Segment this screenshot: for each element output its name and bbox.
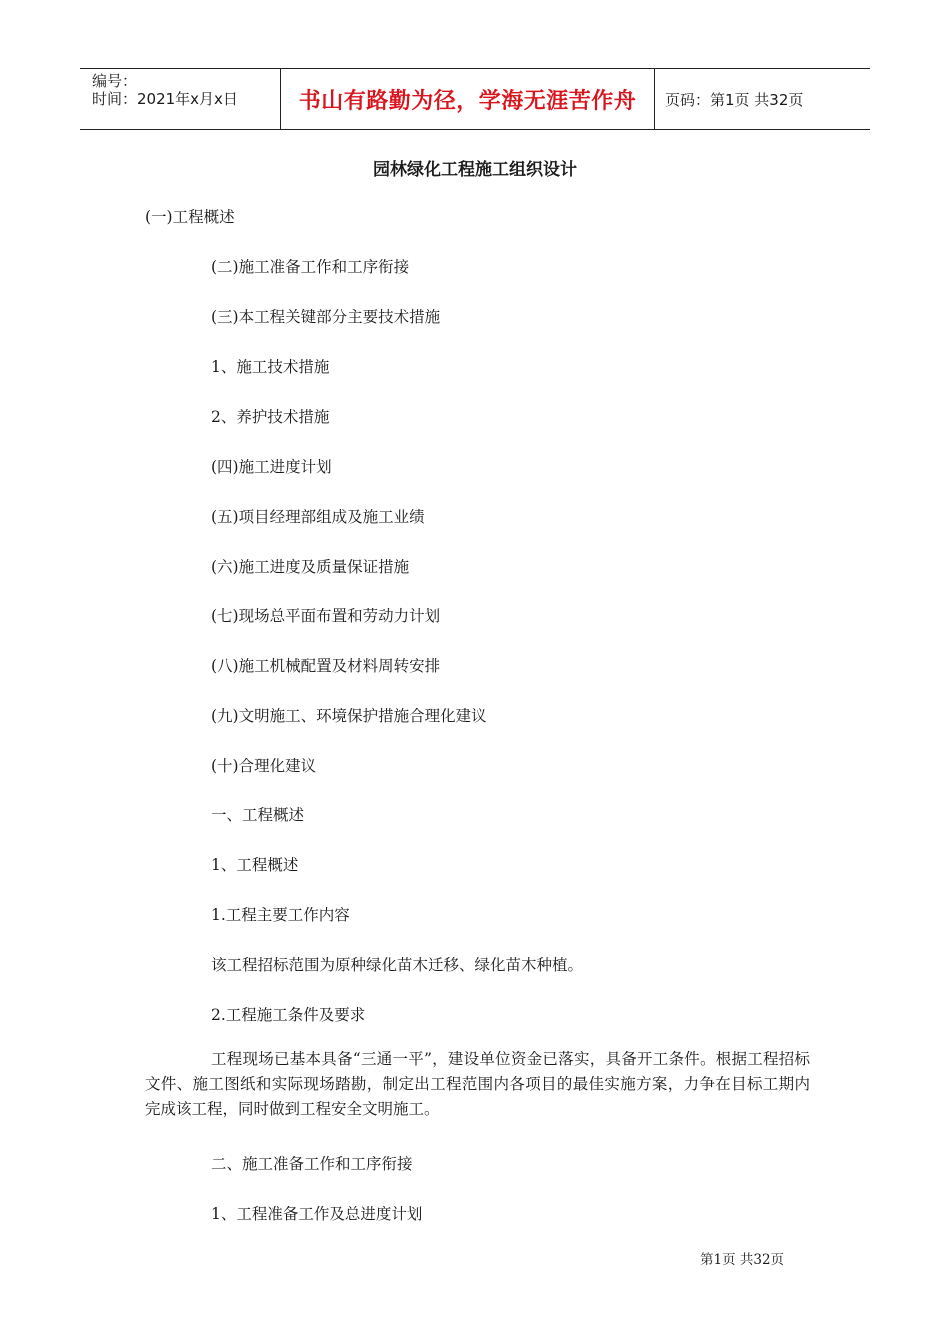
toc-line: (八)施工机械配置及材料周转安排 xyxy=(211,657,441,675)
body-paragraph: 工程现场已基本具备“三通一平”，建设单位资金已落实，具备开工条件。根据工程招标文件、施工图纸和实际现场踏勘，制定出工程范围内各项目的最佳实施方案，力争在目标工期内完成该工程，同时做到工程安全文明施工。 xyxy=(145,1050,810,1118)
body-line: 该工程招标范围为原种绿化苗木迁移、绿化苗木种植。 xyxy=(211,956,584,974)
section-heading: 二、施工准备工作和工序衔接 xyxy=(211,1155,413,1173)
subsection-heading: 1、工程概述 xyxy=(211,856,299,874)
subsection-heading: 2.工程施工条件及要求 xyxy=(211,1006,366,1024)
header-page-code: 页码：第1页 共32页 xyxy=(665,90,804,109)
toc-line: 2、养护技术措施 xyxy=(211,408,330,426)
subsection-heading: 1、工程准备工作及总进度计划 xyxy=(211,1205,423,1223)
toc-line: (二)施工准备工作和工序衔接 xyxy=(211,258,410,276)
toc-line: (三)本工程关键部分主要技术措施 xyxy=(211,308,441,326)
header-time: 时间：2021年x月x日 xyxy=(92,90,238,108)
toc-line: (一)工程概述 xyxy=(145,208,235,226)
toc-line: (四)施工进度计划 xyxy=(211,458,332,476)
toc-line: (十)合理化建议 xyxy=(211,757,317,775)
toc-line: (七)现场总平面布置和劳动力计划 xyxy=(211,607,441,625)
toc-line: (九)文明施工、环境保护措施合理化建议 xyxy=(211,707,487,725)
header-code-label: 编号： xyxy=(92,72,138,90)
toc-line: (五)项目经理部组成及施工业绩 xyxy=(211,508,425,526)
subsection-heading: 1.工程主要工作内容 xyxy=(211,906,350,924)
document-header xyxy=(80,68,870,130)
header-meta-cell xyxy=(80,69,281,129)
toc-line: (六)施工进度及质量保证措施 xyxy=(211,558,410,576)
header-motto: 书山有路勤为径，学海无涯苦作舟 xyxy=(281,69,655,129)
page-footer: 第1页 共32页 xyxy=(700,1252,785,1268)
document-title: 园林绿化工程施工组织设计 xyxy=(373,160,577,180)
toc-line: 1、施工技术措施 xyxy=(211,358,330,376)
section-heading: 一、工程概述 xyxy=(211,806,305,824)
